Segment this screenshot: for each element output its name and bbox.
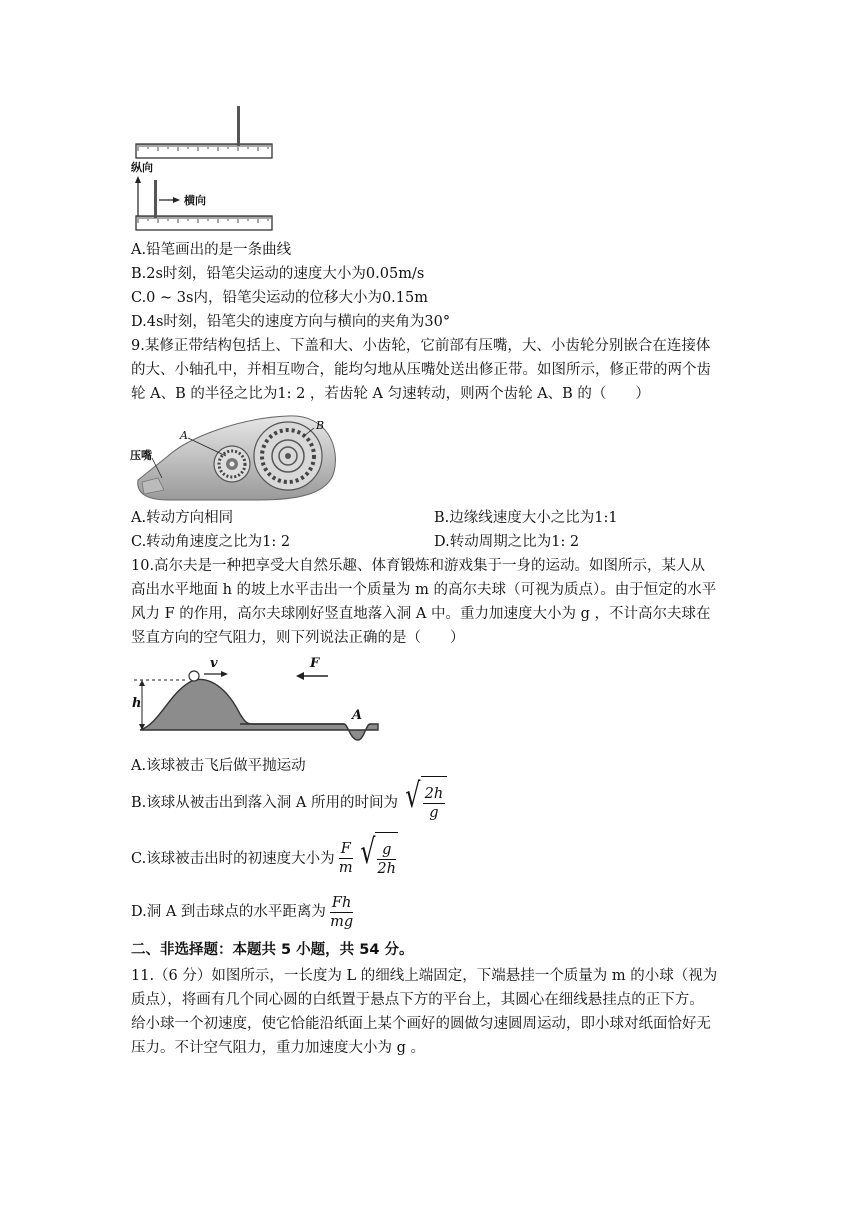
q9-option-c: C.转动角速度之比为1: 2 (131, 534, 291, 550)
golf-diagram (130, 654, 380, 750)
q10-stem-3: 风力 F 的作用，高尔夫球刚好竖直地落入洞 A 中。重力加速度大小为 g ，不计高尔夫球在 (131, 606, 711, 622)
q9-option-d: D.转动周期之比为1: 2 (434, 534, 580, 550)
correction-tape-image (128, 408, 348, 504)
label-h: h (132, 696, 142, 711)
label-horizontal: 横向 (184, 194, 206, 207)
q10-option-d-text: D.洞 A 到击球点的水平距离为 (131, 904, 326, 920)
label-gear-b: B (316, 419, 325, 432)
q11-line-1: 11.（6 分）如图所示，一长度为 L 的细线上端固定，下端悬挂一个质量为 m 的小球（视为 (131, 968, 718, 984)
q10-stem-2: 高出水平地面 h 的坡上水平击出一个质量为 m 的高尔夫球（可视为质点）。由于恒定的水平 (131, 582, 717, 598)
golf-figure (130, 654, 380, 750)
q10-option-b-sqrt: √ $\frac{2h}{g}$ (402, 776, 447, 829)
q9-stem-3: 轮 A、B 的半径之比为1: 2 ，若齿轮 A 匀速转动，则两个齿轮 A、B 的（ ） (131, 386, 650, 402)
label-F: F (310, 656, 320, 671)
q10-stem-4: 竖直方向的空气阻力，则下列说法正确的是（ ） (131, 630, 465, 646)
q8-option-b: B.2s时刻，铅笔尖运动的速度大小为0.05m/s (131, 266, 425, 282)
q10-d-num: Fh (331, 894, 352, 911)
q9-stem-1: 9.某修正带结构包括上、下盖和大、小齿轮，它前部有压嘴，大、小齿轮分别嵌合在连接体 (131, 338, 711, 354)
label-mouth: 压嘴 (130, 449, 152, 462)
label-gear-a: A (180, 429, 188, 442)
label-hole-a: A (352, 708, 363, 723)
q10-option-c-sqrt: √ $\frac{g}{2h}$ (357, 832, 398, 885)
label-v: v (210, 656, 218, 671)
q10-c-fden: m (338, 860, 353, 876)
q11-line-4: 压力。不计空气阻力，重力加速度大小为 g 。 (131, 1040, 425, 1056)
q9-option-b: B.边缘线速度大小之比为1:1 (434, 510, 618, 526)
q10-option-a: A.该球被击飞后做平抛运动 (131, 758, 306, 774)
q10-option-d (131, 888, 353, 936)
q10-option-c (131, 832, 398, 885)
q10-stem-1: 10.高尔夫是一种把享受大自然乐趣、体育锻炼和游戏集于一身的运动。如图所示，某人从 (131, 558, 706, 574)
q9-option-a: A.转动方向相同 (131, 510, 234, 526)
q10-d-den: mg (330, 913, 354, 930)
q10-option-b (131, 776, 447, 829)
q8-option-c: C.0 ~ 3s内，铅笔尖运动的位移大小为0.15m (131, 290, 428, 306)
q8-option-a: A.铅笔画出的是一条曲线 (131, 242, 292, 258)
q10-b-num: 2h (424, 785, 444, 802)
q11-line-3: 给小球一个初速度，使它恰能沿纸面上某个画好的圆做匀速圆周运动，即小球对纸面恰好无 (131, 1016, 711, 1032)
q10-c-snum: g (377, 841, 396, 860)
correction-tape-figure (128, 408, 348, 504)
q10-option-c-text: C.该球被击出时的初速度大小为 (131, 850, 335, 867)
label-vertical: 纵向 (131, 161, 153, 174)
q10-c-fnum: F (340, 841, 351, 857)
ruler-figure (128, 104, 278, 236)
q11-line-2: 质点），将画有几个同心圆的白纸置于悬点下方的平台上，其圆心在细线悬挂点的正下方。 (131, 992, 704, 1008)
q10-c-sden: 2h (377, 860, 396, 877)
section-2-title: 二、非选择题：本题共 5 小题，共 54 分。 (131, 942, 414, 958)
q9-stem-2: 的大、小轴孔中，并相互吻合，能均匀地从压嘴处送出修正带。如图所示，修正带的两个齿 (131, 362, 711, 378)
q10-b-den: g (429, 804, 439, 821)
q8-option-d: D.4s时刻，铅笔尖的速度方向与横向的夹角为30° (131, 314, 451, 330)
q10-option-b-text: B.该球从被击出到落入洞 A 所用的时间为 (131, 794, 398, 811)
